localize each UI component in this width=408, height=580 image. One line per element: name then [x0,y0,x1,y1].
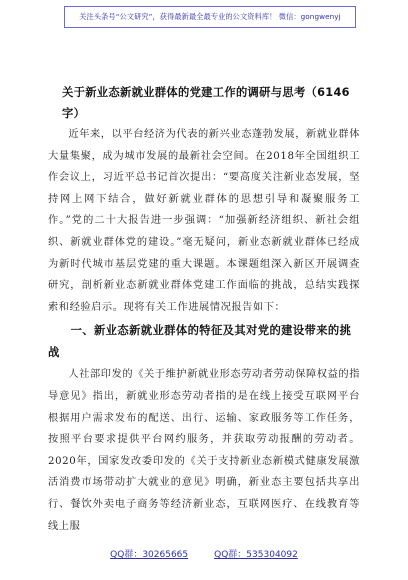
header-banner: 关注头条号“公文研究”，获得最新最全最专业的公文资料库！ 微信：gongwenyj [64,6,356,28]
intro-paragraph: 近年来，以平台经济为代表的新兴业态蓬勃发展，新就业群体大量集聚，成为城市发展的最新社会空间。在2018年全国组织工作会议上，习近平总书记首次提出：“要高度关注新业态发展，坚持网上网下结合，做好新就业群体的思想引导和凝聚服务工作。”党的二十大报告进一步强调：“加强新经济组织、新社会组织、新就业群体党的建设。”毫无疑问，新业态新就业群体已经成为新时代城市基层党建的重大课题。本课题组深入新区开展调查研究，剖析新业态新就业群体党建工作面临的挑战，总结实践探索和经验启示。现将有关工作进展情况报告如下： [48,129,360,313]
document-body [48,82,360,537]
section-paragraph: 人社部印发的《关于维护新就业形态劳动者劳动保障权益的指导意见》指出，新就业形态劳动者指的是在线上接受互联网平台根据用户需求发布的配送、出行、运输、家政服务等工作任务，按照平台要求提供平台网约服务，并获取劳动报酬的劳动者。2020年，国家发改委印发的《关于支持新业态新模式健康发展激活消费市场带动扩大就业的意见》明确，新业态主要包括共享出行、餐饮外卖电子商务等经济新业态，互联网医疗、在线教育等线上服 [48,369,360,532]
qq-group-1-link[interactable]: QQ群：30265665 [110,550,189,560]
qq-group-2-link[interactable]: QQ群：535304092 [214,550,298,560]
footer [0,547,408,560]
section-heading: 一、新业态新就业群体的特征及其对党的建设带来的挑战 [48,324,352,360]
document-title: 关于新业态新就业群体的党建工作的调研与思考（6146字） [62,86,350,120]
